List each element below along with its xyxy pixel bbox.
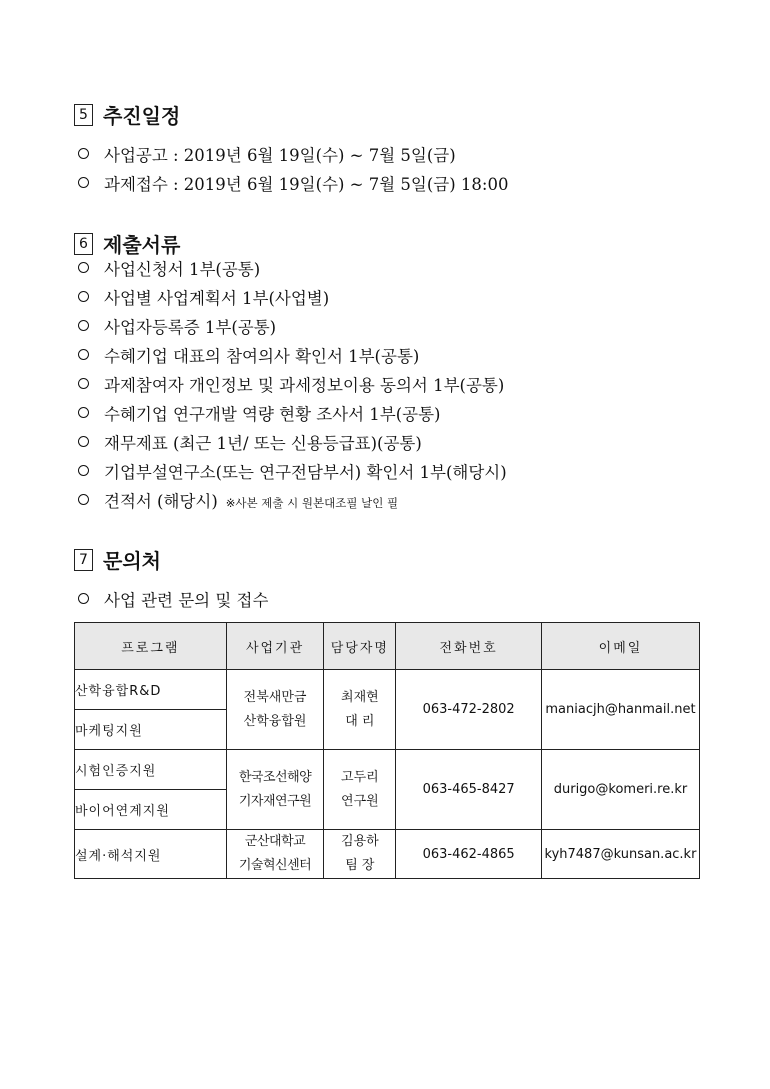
circle-bullet-icon <box>78 465 89 476</box>
item-text: 재무제표 (최근 1년/ 또는 신용등급표)(공통) <box>104 434 422 453</box>
circle-bullet-icon <box>78 262 89 273</box>
section-5-heading <box>74 100 180 129</box>
circle-bullet-icon <box>78 291 89 302</box>
program-cell: 바이어연계지원 <box>75 790 227 830</box>
item-text: 사업신청서 1부(공통) <box>104 260 261 279</box>
table-header-row <box>75 623 700 670</box>
header-program: 프로그램 <box>75 623 227 670</box>
header-person: 담당자명 <box>324 623 396 670</box>
list-item <box>78 488 398 512</box>
person-title: 대 리 <box>345 713 375 729</box>
phone-cell: 063-465-8427 <box>396 750 542 830</box>
list-item <box>78 171 508 195</box>
list-item <box>78 430 422 454</box>
circle-bullet-icon <box>78 349 89 360</box>
person-cell <box>324 830 396 879</box>
item-text: 기업부설연구소(또는 연구전담부서) 확인서 1부(해당시) <box>104 463 507 482</box>
org-line: 산학융합원 <box>243 713 307 729</box>
org-line: 군산대학교 <box>244 834 306 849</box>
item-text: 사업자등록증 1부(공통) <box>104 318 277 337</box>
circle-bullet-icon <box>78 494 89 505</box>
list-item <box>78 142 456 166</box>
email-cell: maniacjh@hanmail.net <box>541 670 699 750</box>
email-cell: kyh7487@kunsan.ac.kr <box>541 830 699 879</box>
list-item <box>78 459 507 483</box>
org-line: 한국조선해양 <box>238 769 312 785</box>
table-row <box>75 750 700 790</box>
circle-bullet-icon <box>78 378 89 389</box>
phone-cell: 063-472-2802 <box>396 670 542 750</box>
item-text: 수혜기업 대표의 참여의사 확인서 1부(공통) <box>104 347 420 366</box>
circle-bullet-icon <box>78 148 89 159</box>
circle-bullet-icon <box>78 407 89 418</box>
item-text: 사업공고 : 2019년 6월 19일(수) ~ 7월 5일(금) <box>104 146 456 165</box>
header-phone: 전화번호 <box>396 623 542 670</box>
item-text: 과제참여자 개인정보 및 과세정보이용 동의서 1부(공통) <box>104 376 505 395</box>
person-name: 고두리 <box>341 769 379 785</box>
program-cell: 산학융합R&D <box>75 670 227 710</box>
section-title: 제출서류 <box>103 233 181 257</box>
section-number: 6 <box>74 233 93 255</box>
org-cell <box>226 830 324 879</box>
copy-note: ※사본 제출 시 원본대조필 날인 필 <box>225 496 399 510</box>
circle-bullet-icon <box>78 177 89 188</box>
item-text: 견적서 (해당시) <box>104 492 218 511</box>
section-number: 7 <box>74 549 93 571</box>
header-org: 사업기관 <box>226 623 324 670</box>
person-name: 최재현 <box>341 689 379 705</box>
person-cell <box>324 670 396 750</box>
section-number: 5 <box>74 104 93 126</box>
person-title: 팀 장 <box>345 858 375 873</box>
section-title: 추진일정 <box>103 104 181 128</box>
item-text: 과제접수 : 2019년 6월 19일(수) ~ 7월 5일(금) 18:00 <box>104 175 509 194</box>
list-item <box>78 401 441 425</box>
email-cell: durigo@komeri.re.kr <box>541 750 699 830</box>
program-cell: 시험인증지원 <box>75 750 227 790</box>
section-title: 문의처 <box>103 549 161 573</box>
list-item <box>78 256 260 280</box>
circle-bullet-icon <box>78 320 89 331</box>
section-7-heading <box>74 545 161 574</box>
item-text: 수혜기업 연구개발 역량 현황 조사서 1부(공통) <box>104 405 441 424</box>
program-cell: 설계·해석지원 <box>75 830 227 879</box>
org-cell <box>226 750 324 830</box>
item-text: 사업 관련 문의 및 접수 <box>104 591 269 610</box>
item-text: 사업별 사업계획서 1부(사업별) <box>104 289 330 308</box>
circle-bullet-icon <box>78 436 89 447</box>
list-item <box>78 372 504 396</box>
section-6-heading <box>74 229 180 258</box>
org-line: 전북새만금 <box>243 689 307 705</box>
table-row <box>75 830 700 879</box>
list-item <box>78 587 268 611</box>
table-row <box>75 670 700 710</box>
org-line: 기술혁신센터 <box>238 858 312 873</box>
list-item <box>78 314 276 338</box>
list-item <box>78 343 419 367</box>
org-line: 기자재연구원 <box>238 793 312 809</box>
org-cell <box>226 670 324 750</box>
contact-table <box>74 622 700 879</box>
list-item <box>78 285 329 309</box>
program-cell: 마케팅지원 <box>75 710 227 750</box>
person-title: 연구원 <box>341 793 379 809</box>
phone-cell: 063-462-4865 <box>396 830 542 879</box>
person-cell <box>324 750 396 830</box>
circle-bullet-icon <box>78 593 89 604</box>
header-email: 이메일 <box>541 623 699 670</box>
person-name: 김용하 <box>341 834 379 849</box>
